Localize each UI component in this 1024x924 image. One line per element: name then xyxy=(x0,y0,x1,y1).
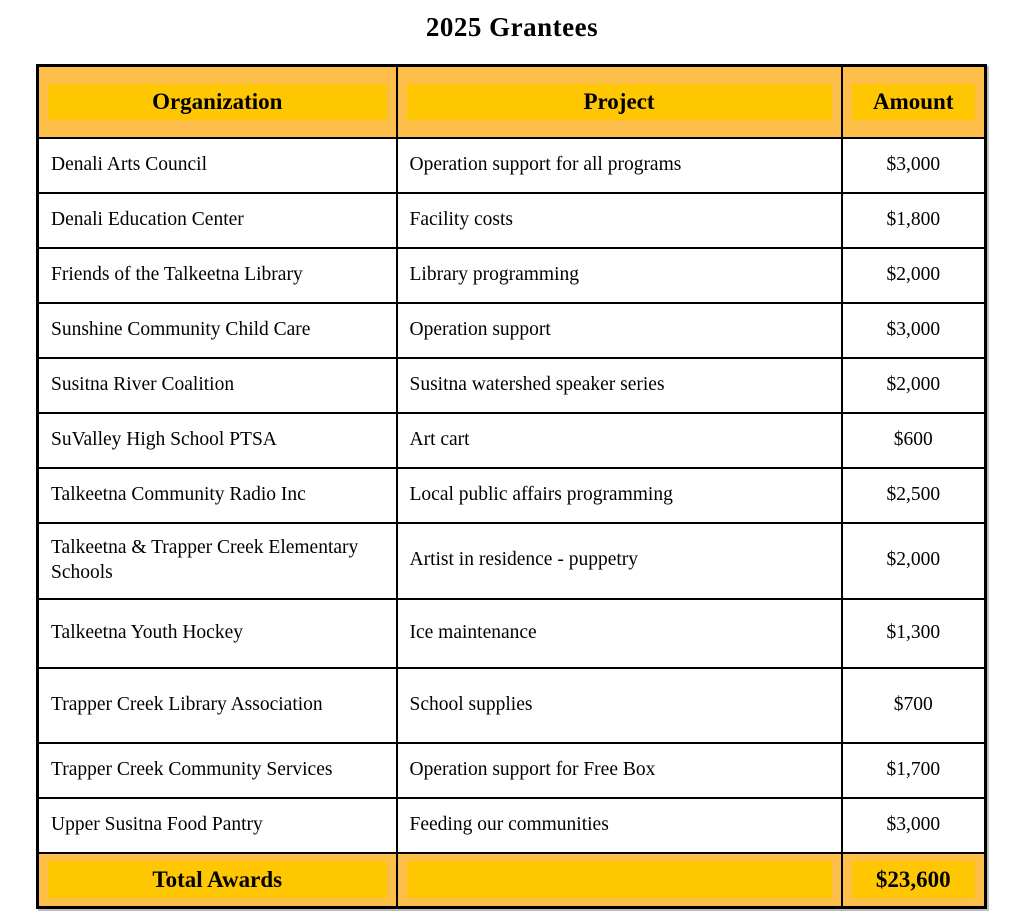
total-label: Total Awards xyxy=(152,866,283,892)
total-highlight-band xyxy=(48,861,387,898)
table-row xyxy=(38,413,986,468)
grantees-table xyxy=(36,64,987,909)
header-cell-project xyxy=(397,66,842,138)
amount-value: $1,700 xyxy=(886,758,941,780)
project-value: School supplies xyxy=(409,693,533,715)
total-row xyxy=(38,853,986,908)
organization-cell xyxy=(38,413,397,468)
organization-value: Friends of the Talkeetna Library xyxy=(51,263,303,285)
table-row xyxy=(38,743,986,798)
project-value: Local public affairs programming xyxy=(409,483,673,505)
table-row xyxy=(38,523,986,599)
organization-value: Talkeetna Youth Hockey xyxy=(51,621,243,643)
project-cell xyxy=(397,468,842,523)
amount-value: $2,000 xyxy=(886,263,941,285)
header-cell-organization xyxy=(38,66,397,138)
table-row xyxy=(38,668,986,743)
table-row xyxy=(38,468,986,523)
project-cell xyxy=(397,668,842,743)
organization-value: SuValley High School PTSA xyxy=(51,428,277,450)
amount-cell xyxy=(842,743,986,798)
header-highlight-band xyxy=(407,84,832,120)
organization-value: Denali Education Center xyxy=(51,208,244,230)
organization-value: Talkeetna & Trapper Creek Elementary Schools xyxy=(51,537,359,583)
table-row xyxy=(38,358,986,413)
organization-cell xyxy=(38,138,397,193)
project-cell xyxy=(397,138,842,193)
project-cell xyxy=(397,413,842,468)
project-cell xyxy=(397,599,842,668)
organization-cell xyxy=(38,668,397,743)
table-row xyxy=(38,138,986,193)
amount-value: $600 xyxy=(893,428,933,450)
amount-value: $3,000 xyxy=(886,318,941,340)
amount-cell xyxy=(842,798,986,853)
project-cell xyxy=(397,798,842,853)
organization-cell xyxy=(38,743,397,798)
header-highlight-band xyxy=(48,84,387,120)
header-label-organization: Organization xyxy=(152,88,283,114)
table-body xyxy=(38,138,986,853)
amount-cell xyxy=(842,413,986,468)
header-row xyxy=(38,66,986,138)
table-footer xyxy=(38,853,986,908)
organization-value: Upper Susitna Food Pantry xyxy=(51,813,263,835)
amount-cell xyxy=(842,303,986,358)
amount-cell xyxy=(842,468,986,523)
amount-value: $1,300 xyxy=(886,621,941,643)
organization-value: Susitna River Coalition xyxy=(51,373,235,395)
project-value: Operation support for all programs xyxy=(409,153,682,175)
table-row xyxy=(38,303,986,358)
amount-value: $2,000 xyxy=(886,373,941,395)
project-value: Artist in residence - puppetry xyxy=(409,549,639,571)
amount-cell xyxy=(842,138,986,193)
organization-cell xyxy=(38,798,397,853)
project-value: Susitna watershed speaker series xyxy=(409,373,665,395)
project-value: Facility costs xyxy=(409,208,513,230)
total-label-cell xyxy=(38,853,397,908)
table-row xyxy=(38,193,986,248)
organization-cell xyxy=(38,193,397,248)
organization-cell xyxy=(38,523,397,599)
total-project-cell xyxy=(397,853,842,908)
project-cell xyxy=(397,248,842,303)
amount-cell xyxy=(842,523,986,599)
organization-value: Talkeetna Community Radio Inc xyxy=(51,483,306,505)
project-value: Operation support for Free Box xyxy=(409,758,656,780)
amount-cell xyxy=(842,358,986,413)
project-cell xyxy=(397,523,842,599)
organization-value: Trapper Creek Library Association xyxy=(51,693,323,715)
amount-value: $1,800 xyxy=(886,208,941,230)
organization-cell xyxy=(38,599,397,668)
amount-cell xyxy=(842,668,986,743)
header-cell-amount xyxy=(842,66,986,138)
project-value: Art cart xyxy=(409,428,470,450)
project-cell xyxy=(397,193,842,248)
total-amount-cell xyxy=(842,853,986,908)
total-amount-value: $23,600 xyxy=(875,866,951,892)
project-value: Feeding our communities xyxy=(409,813,609,835)
header-highlight-band xyxy=(852,84,976,120)
project-value: Library programming xyxy=(409,263,579,285)
organization-cell xyxy=(38,248,397,303)
amount-value: $3,000 xyxy=(886,813,941,835)
table-row xyxy=(38,798,986,853)
organization-value: Trapper Creek Community Services xyxy=(51,758,333,780)
organization-cell xyxy=(38,303,397,358)
total-highlight-band xyxy=(407,861,832,898)
total-highlight-band xyxy=(852,861,976,898)
amount-value: $3,000 xyxy=(886,153,941,175)
organization-cell xyxy=(38,468,397,523)
project-cell xyxy=(397,358,842,413)
amount-cell xyxy=(842,193,986,248)
table-row xyxy=(38,248,986,303)
project-cell xyxy=(397,303,842,358)
organization-value: Denali Arts Council xyxy=(51,153,207,175)
project-value: Operation support xyxy=(409,318,551,340)
project-value: Ice maintenance xyxy=(409,621,537,643)
organization-cell xyxy=(38,358,397,413)
header-label-amount: Amount xyxy=(872,88,954,114)
amount-value: $2,000 xyxy=(886,549,941,571)
amount-value: $2,500 xyxy=(886,483,941,505)
organization-value: Sunshine Community Child Care xyxy=(51,318,311,340)
amount-value: $700 xyxy=(893,693,933,715)
table-header xyxy=(38,66,986,138)
project-cell xyxy=(397,743,842,798)
amount-cell xyxy=(842,248,986,303)
page-title: 2025 Grantees xyxy=(425,12,599,42)
amount-cell xyxy=(842,599,986,668)
header-label-project: Project xyxy=(583,88,655,114)
table-row xyxy=(38,599,986,668)
